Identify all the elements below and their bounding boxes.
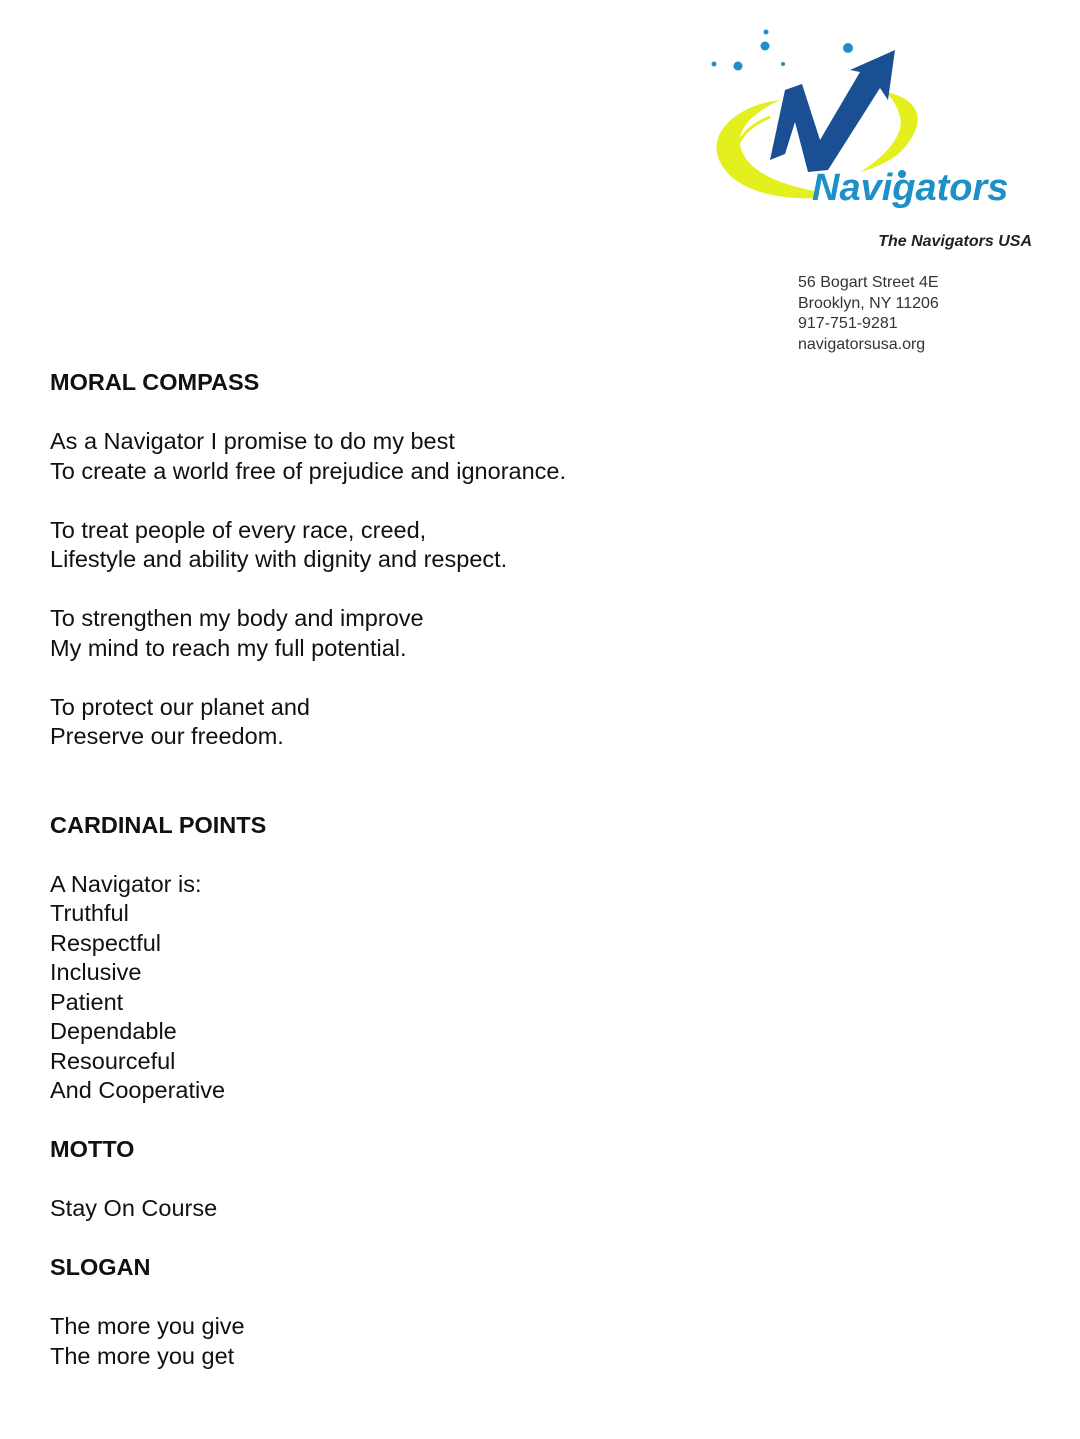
text-line: The more you get: [50, 1342, 235, 1369]
moral-compass-paragraph: [50, 427, 790, 486]
address-city: Brooklyn, NY 11206: [798, 294, 939, 312]
text-line: To create a world free of prejudice and ignorance.: [50, 457, 567, 484]
logo-wordmark: Navigators: [812, 167, 1009, 209]
address-phone: 917-751-9281: [798, 315, 898, 332]
text-line: The more you give: [50, 1313, 245, 1339]
address-website: navigatorsusa.org: [798, 335, 926, 353]
text-line: To strengthen my body and improve: [50, 605, 424, 631]
text-line: To protect our planet and: [50, 693, 310, 720]
cardinal-points-intro: A Navigator is:: [50, 870, 202, 897]
slogan-text: [50, 1312, 790, 1371]
cardinal-point-item: And Cooperative: [50, 1077, 226, 1103]
motto-text: [50, 1194, 790, 1224]
cardinal-point-item: Dependable: [50, 1018, 177, 1044]
address-street: 56 Bogart Street 4E: [798, 274, 939, 291]
cardinal-point-item: Truthful: [50, 900, 129, 926]
cardinal-point-item: Inclusive: [50, 959, 142, 985]
cardinal-points-heading: CARDINAL POINTS: [50, 811, 267, 838]
slogan-heading: SLOGAN: [50, 1254, 151, 1280]
text-line: Preserve our freedom.: [50, 723, 284, 749]
cardinal-point-item: Resourceful: [50, 1047, 176, 1074]
logo-n-letter: [770, 50, 895, 172]
cardinal-point-item: Patient: [50, 988, 124, 1015]
text-line: Stay On Course: [50, 1195, 218, 1221]
text-line: To treat people of every race, creed,: [50, 516, 427, 543]
moral-compass-heading: MORAL COMPASS: [50, 369, 260, 395]
address-block: [798, 273, 939, 355]
moral-compass-paragraph: [50, 516, 790, 575]
text-line: Lifestyle and ability with dignity and respect.: [50, 546, 508, 572]
cardinal-point-item: Respectful: [50, 929, 162, 956]
motto-heading: MOTTO: [50, 1136, 135, 1162]
document-body: [50, 368, 790, 1371]
cardinal-points-list: [50, 870, 790, 1106]
navigators-logo: [700, 22, 1045, 222]
moral-compass-paragraph: [50, 604, 790, 663]
moral-compass-paragraph: [50, 693, 790, 752]
text-line: As a Navigator I promise to do my best: [50, 428, 455, 454]
text-line: My mind to reach my full potential.: [50, 634, 407, 661]
organization-name: The Navigators USA: [878, 233, 1032, 250]
